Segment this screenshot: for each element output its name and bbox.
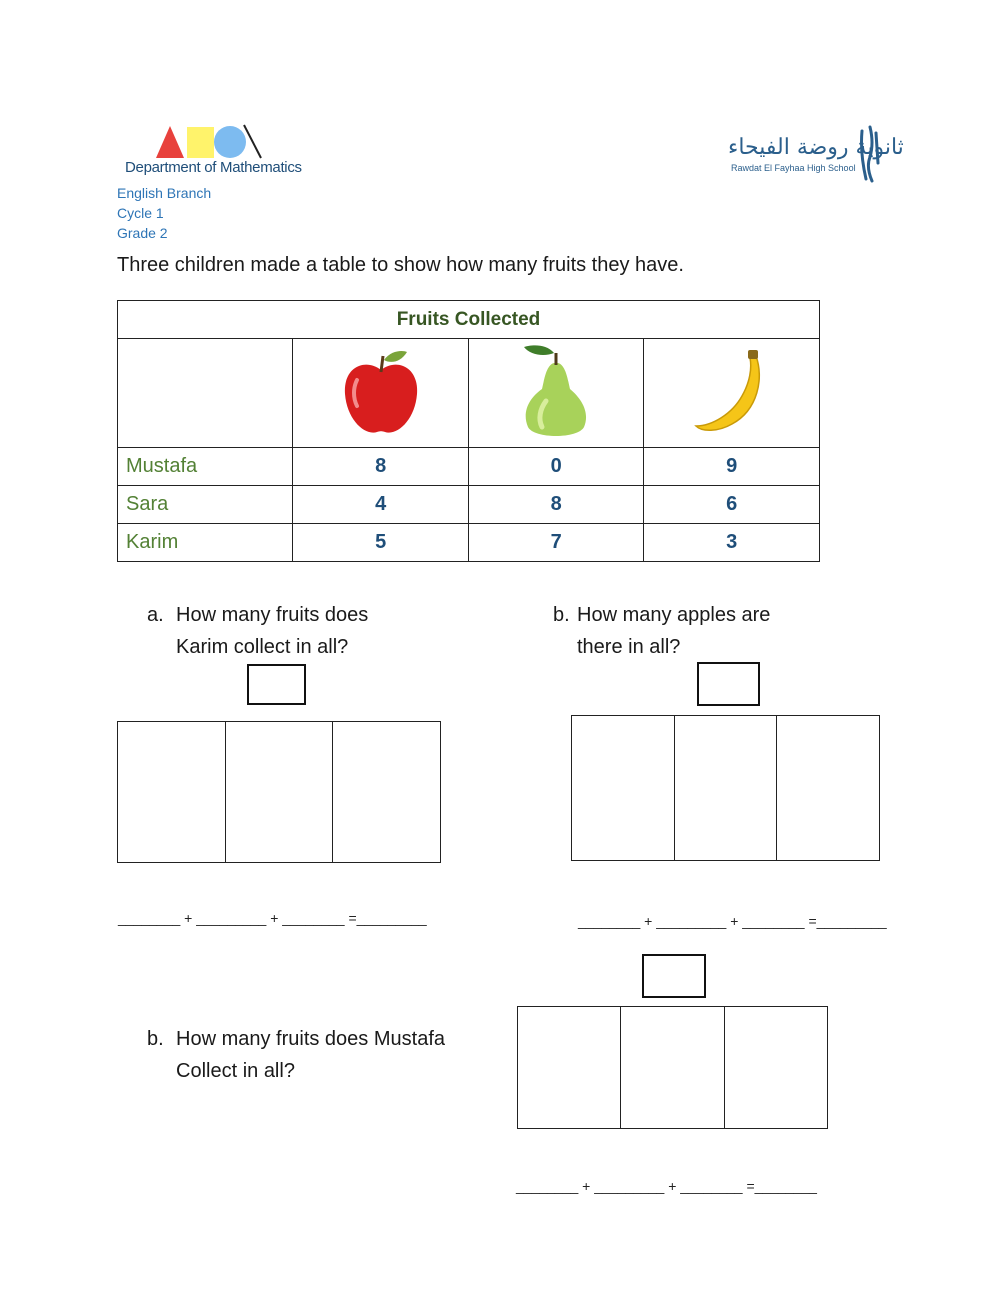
row-name: Sara bbox=[118, 486, 293, 524]
work-cell[interactable] bbox=[621, 1007, 724, 1128]
answer-box-a[interactable] bbox=[247, 664, 306, 705]
row-name: Mustafa bbox=[118, 448, 293, 486]
fruit-header-row bbox=[118, 339, 820, 448]
banana-icon bbox=[692, 348, 772, 438]
question-b2-marker: b. bbox=[147, 1028, 164, 1050]
branch-label: English Branch bbox=[117, 185, 212, 201]
apple-count: 5 bbox=[293, 524, 469, 562]
school-name-arabic: ثانوية روضة الفيحاء bbox=[728, 135, 904, 160]
banana-count: 9 bbox=[644, 448, 820, 486]
school-logo bbox=[728, 123, 904, 185]
fruits-table bbox=[117, 300, 820, 562]
school-name-english: Rawdat El Fayhaa High School bbox=[731, 163, 856, 173]
banana-count: 6 bbox=[644, 486, 820, 524]
apple-count: 8 bbox=[293, 448, 469, 486]
question-a-marker: a. bbox=[147, 604, 164, 626]
apple-count: 4 bbox=[293, 486, 469, 524]
answer-box-b1[interactable] bbox=[697, 662, 760, 706]
equation-a[interactable]: ________ + _________ + ________ =_________ bbox=[118, 910, 427, 926]
question-b1-marker: b. bbox=[553, 604, 570, 626]
department-logo-text: Department of Mathematics bbox=[125, 159, 302, 176]
apple-icon bbox=[341, 348, 421, 438]
pear-count: 0 bbox=[468, 448, 644, 486]
row-name: Karim bbox=[118, 524, 293, 562]
work-cell[interactable] bbox=[572, 716, 675, 860]
answer-box-b2[interactable] bbox=[642, 954, 706, 998]
pear-count: 8 bbox=[468, 486, 644, 524]
table-row bbox=[118, 448, 820, 486]
question-b2-line2: Collect in all? bbox=[176, 1060, 295, 1082]
work-cell[interactable] bbox=[777, 716, 879, 860]
pear-count: 7 bbox=[468, 524, 644, 562]
work-grid-a[interactable] bbox=[117, 721, 441, 863]
apple-cell bbox=[293, 339, 469, 448]
work-cell[interactable] bbox=[725, 1007, 827, 1128]
table-row bbox=[118, 524, 820, 562]
grade-label: Grade 2 bbox=[117, 225, 168, 241]
department-logo bbox=[124, 122, 302, 180]
pear-cell bbox=[468, 339, 644, 448]
question-a-line2: Karim collect in all? bbox=[176, 636, 349, 658]
cycle-label: Cycle 1 bbox=[117, 205, 164, 221]
table-title: Fruits Collected bbox=[118, 301, 820, 339]
empty-header-cell bbox=[118, 339, 293, 448]
banana-cell bbox=[644, 339, 820, 448]
work-grid-b2[interactable] bbox=[517, 1006, 828, 1129]
work-cell[interactable] bbox=[226, 722, 334, 862]
question-b1-line2: there in all? bbox=[577, 636, 681, 658]
question-a-line1: How many fruits does bbox=[176, 604, 369, 626]
work-cell[interactable] bbox=[118, 722, 226, 862]
question-b2-line1: How many fruits does Mustafa bbox=[176, 1028, 445, 1050]
banana-count: 3 bbox=[644, 524, 820, 562]
work-cell[interactable] bbox=[333, 722, 440, 862]
pear-icon bbox=[516, 343, 596, 443]
work-cell[interactable] bbox=[675, 716, 778, 860]
intro-text: Three children made a table to show how many fruits they have. bbox=[117, 254, 684, 276]
equation-b2[interactable]: ________ + _________ + ________ =________ bbox=[516, 1178, 817, 1194]
question-b1-line1: How many apples are bbox=[577, 604, 771, 626]
school-emblem-icon bbox=[856, 123, 882, 185]
work-grid-b1[interactable] bbox=[571, 715, 880, 861]
work-cell[interactable] bbox=[518, 1007, 621, 1128]
shapes-logo-icon bbox=[124, 122, 299, 162]
equation-b1[interactable]: ________ + _________ + ________ =_________ bbox=[578, 913, 887, 929]
table-row bbox=[118, 486, 820, 524]
